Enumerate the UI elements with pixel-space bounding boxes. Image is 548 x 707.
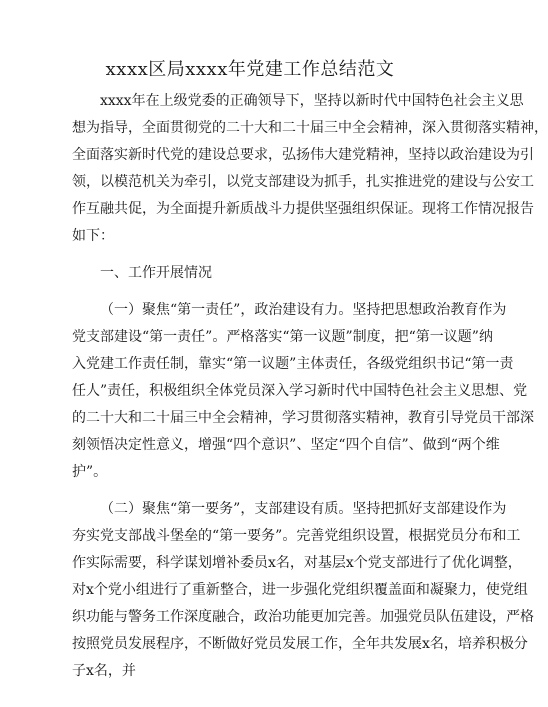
intro-line: xxxx年在上级党委的正确领导下，坚持以新时代中国特色社会主义思	[100, 93, 524, 109]
paragraph1-line: 刻领悟决定性意义，增强“四个意识”、坚定“四个自信”、做到“两个维	[72, 437, 500, 453]
spacer	[72, 287, 440, 297]
paragraph2-line: 子x名，并	[72, 663, 136, 679]
document-body	[72, 88, 548, 685]
paragraph2-line: （二）聚焦“第一要务”，支部建设有质。坚持把抓好支部建设作为	[100, 501, 507, 517]
intro-line: 如下：	[72, 228, 114, 244]
intro-line: 想为指导，全面贯彻党的二十大和二十届三中全会精神，深入贯彻落实精神，	[72, 120, 548, 136]
paragraph1-line: 党支部建设“第一责任”。严格落实“第一议题”制度，把“第一议题”纳	[72, 329, 493, 345]
intro-line: 领，以模范机关为牵引，以党支部建设为抓手，扎实推进党的建设与公安工	[72, 174, 534, 190]
paragraph1-line: 的二十大和二十届三中全会精神，学习贯彻落实精神，教育引导党员干部深	[72, 410, 534, 426]
paragraph1-line: 入党建工作责任制，靠实“第一议题”主体责任，各级党组织书记“第一责	[72, 356, 514, 372]
paragraph1-line: （一）聚焦“第一责任”，政治建设有力。坚持把思想政治教育作为	[100, 302, 507, 318]
paragraph2-line: 按照党员发展程序，不断做好党员发展工作，全年共发展x名，培养积极分	[72, 636, 528, 652]
spacer	[72, 250, 440, 260]
paragraph1-line: 护”。	[72, 464, 108, 480]
intro-line: 全面落实新时代党的建设总要求，弘扬伟大建党精神，坚持以政治建设为引	[72, 147, 534, 163]
spacer	[72, 486, 440, 496]
section-heading: 一、工作开展情况	[100, 265, 212, 281]
paragraph2-line: 夯实党支部战斗堡垒的“第一要务”。完善党组织设置，根据党员分布和工	[72, 528, 521, 544]
intro-line: 作互融共促，为全面提升新质战斗力提供坚强组织保证。现将工作情况报告	[72, 201, 534, 217]
paragraph2-line: 作实际需要，科学谋划增补委员x名，对基层x个党支部进行了优化调整，	[72, 555, 522, 571]
paragraph2-line: 对x个党小组进行了重新整合，进一步强化党组织覆盖面和凝聚力，使党组	[72, 582, 528, 598]
paragraph1-line: 任人”责任，积极组织全体党员深入学习新时代中国特色社会主义思想、党	[72, 383, 528, 399]
paragraph2-line: 织功能与警务工作深度融合，政治功能更加完善。加强党员队伍建设，严格	[72, 609, 534, 625]
document-title: xxxx区局xxxx年党建工作总结范文	[105, 59, 395, 80]
